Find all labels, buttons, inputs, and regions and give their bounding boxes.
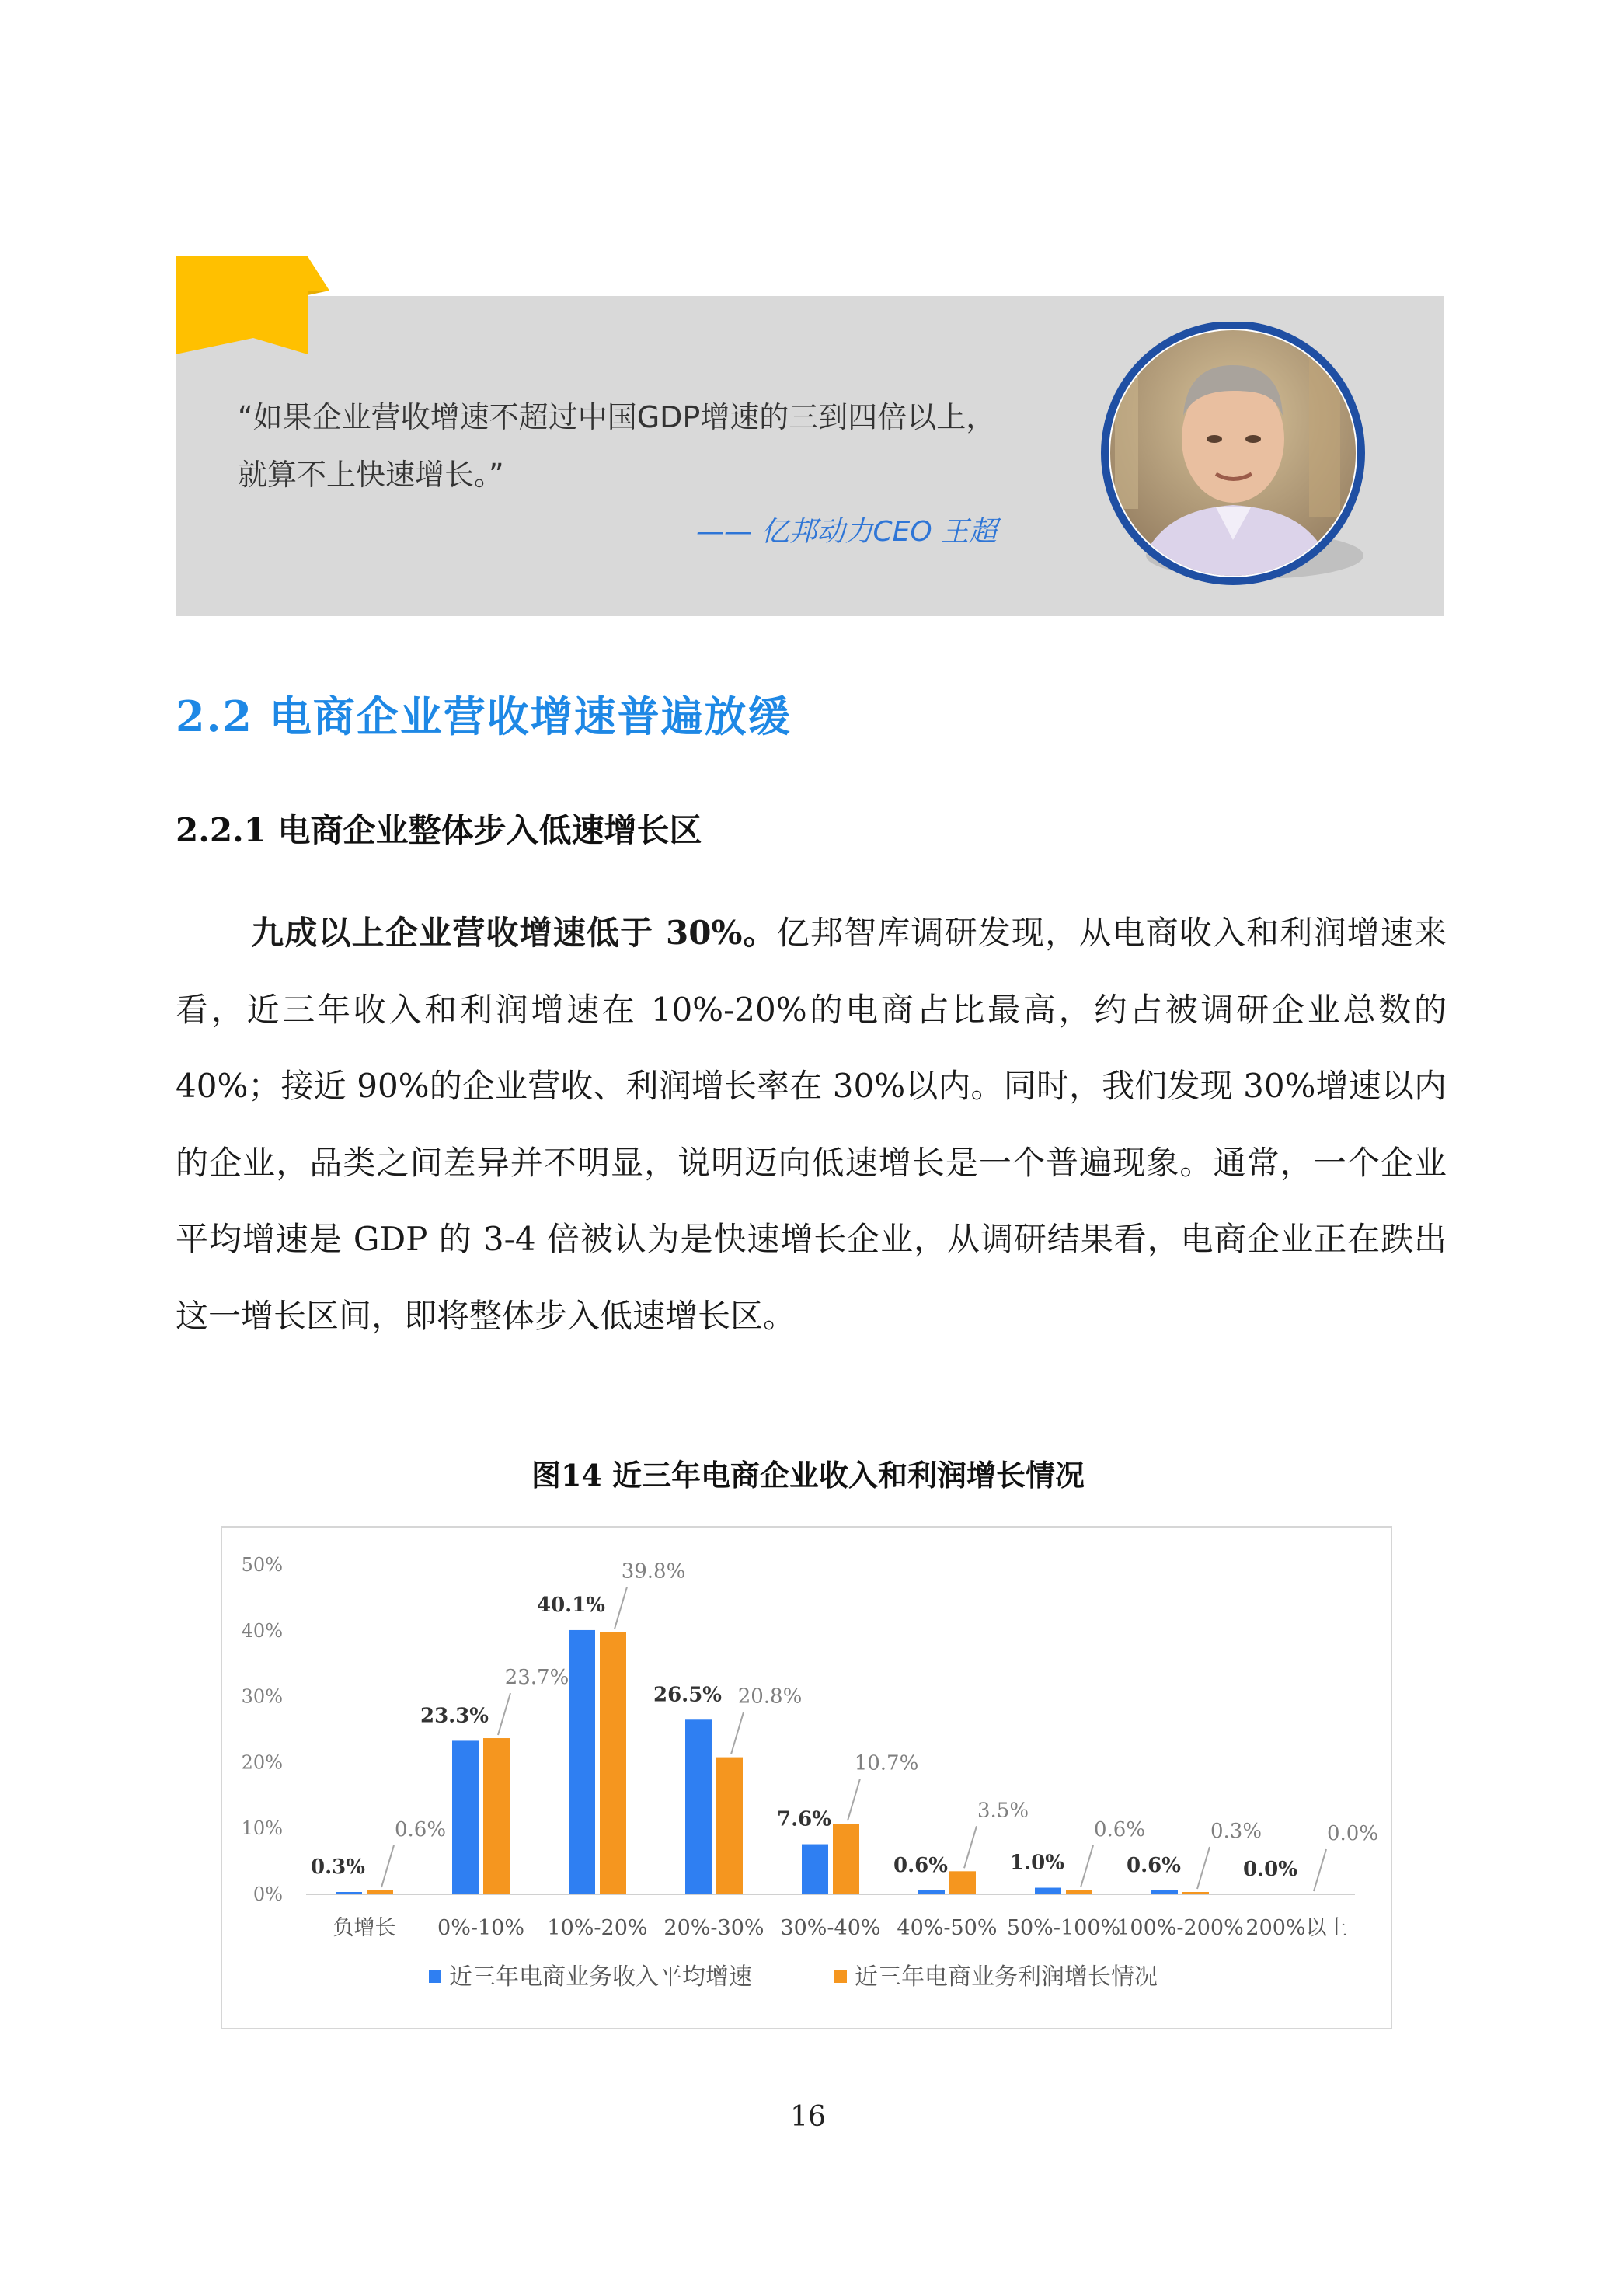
figure-title: 图14 近三年电商企业收入和利润增长情况 <box>531 1458 1085 1493</box>
quote-attribution: —— 亿邦动力CEO 王超 <box>696 516 998 548</box>
bar <box>716 1758 743 1894</box>
x-tick-label: 负增长 <box>333 1916 396 1940</box>
data-label: 39.8% <box>621 1559 686 1584</box>
quote-tab-icon <box>176 256 329 354</box>
data-label: 0.6% <box>394 1817 447 1841</box>
paragraph-lead: 九成以上企业营收增速低于 30%。 <box>250 914 777 952</box>
x-tick-label: 20%-30% <box>663 1916 764 1940</box>
data-label: 26.5% <box>653 1683 723 1707</box>
leader-line <box>1314 1849 1326 1891</box>
leader-line <box>731 1712 744 1754</box>
y-tick-label: 40% <box>241 1619 283 1642</box>
data-label: 3.5% <box>977 1799 1029 1823</box>
leader-line <box>498 1693 510 1735</box>
legend-label: 近三年电商业务收入平均增速 <box>449 1963 752 1991</box>
subsection-heading: 2.2.1 电商企业整体步入低速增长区 <box>176 811 702 849</box>
bar <box>918 1890 945 1894</box>
bar <box>685 1719 712 1894</box>
data-label: 0.6% <box>893 1853 948 1877</box>
quote-line-1: “如果企业营收增速不超过中国GDP增速的三到四倍以上， <box>238 400 996 434</box>
data-label: 23.7% <box>504 1666 569 1690</box>
section-heading: 2.2 电商企业营收增速普遍放缓 <box>176 692 792 741</box>
bar <box>483 1738 510 1894</box>
data-label: 20.8% <box>737 1685 803 1709</box>
x-tick-label: 200%以上 <box>1245 1916 1348 1940</box>
bar <box>1151 1890 1178 1894</box>
data-label: 40.1% <box>536 1593 606 1617</box>
bar <box>1066 1890 1092 1894</box>
x-tick-label: 30%-40% <box>780 1916 881 1940</box>
bar <box>600 1632 626 1894</box>
x-tick-label: 50%-100% <box>1006 1916 1121 1940</box>
leader-line <box>1197 1847 1210 1889</box>
page-number: 16 <box>790 2101 826 2133</box>
leader-line <box>381 1845 394 1887</box>
leader-line <box>848 1779 860 1820</box>
y-tick-label: 50% <box>241 1554 283 1576</box>
data-label: 1.0% <box>1010 1851 1064 1875</box>
legend-label: 近三年电商业务利润增长情况 <box>855 1963 1158 1991</box>
legend-swatch <box>834 1970 847 1983</box>
paragraph-body: 亿邦智库调研发现，从电商收入和利润增速来看，近三年收入和利润增速在 10%-20%的电商占比最高，约占被调研企业总数的 40%；接近 90%的企业营收、利润增长率在 30%以内。同时，我们发现 30%增速以内的企业，品类之间差异并不明显，说明迈向低速增长是一个普遍现象。通常，一个企业平均增速是 GDP 的 3-4 倍被认为是快速增长企业，从调研结果看，电商企业正在跌出这一增长区间，即将整体步入低速增长区。 <box>176 914 1447 1335</box>
legend-swatch <box>429 1970 441 1983</box>
bar <box>336 1892 362 1894</box>
bar <box>833 1824 859 1894</box>
bar <box>1035 1888 1061 1894</box>
x-tick-label: 100%-200% <box>1116 1916 1244 1940</box>
bar <box>367 1890 393 1894</box>
y-tick-label: 10% <box>241 1817 283 1840</box>
y-tick-label: 30% <box>241 1685 283 1708</box>
y-tick-label: 0% <box>252 1883 283 1905</box>
portrait-photo <box>1099 322 1371 594</box>
body-paragraph <box>176 895 1447 1354</box>
leader-line <box>615 1587 627 1629</box>
quote-text <box>238 388 1092 503</box>
x-tick-label: 40%-50% <box>897 1916 998 1940</box>
bar <box>1182 1892 1209 1894</box>
data-label: 10.7% <box>854 1751 919 1775</box>
data-label: 0.3% <box>311 1855 365 1879</box>
leader-line <box>964 1826 977 1868</box>
leader-line <box>1081 1845 1093 1887</box>
quote-line-2: 就算不上快速增长。” <box>238 458 504 492</box>
data-label: 0.0% <box>1326 1822 1379 1845</box>
bar <box>452 1740 479 1894</box>
y-tick-label: 20% <box>241 1751 283 1774</box>
bar-chart <box>221 1526 1392 2029</box>
x-tick-label: 10%-20% <box>547 1916 648 1940</box>
data-label: 0.6% <box>1127 1853 1181 1877</box>
data-label: 0.0% <box>1243 1858 1297 1881</box>
bar <box>569 1630 595 1894</box>
x-tick-label: 0%-10% <box>437 1916 524 1940</box>
bar <box>949 1871 976 1894</box>
data-label: 0.3% <box>1210 1820 1262 1843</box>
data-label: 7.6% <box>777 1807 831 1831</box>
data-label: 0.6% <box>1093 1817 1146 1841</box>
data-label: 23.3% <box>420 1704 489 1728</box>
bar <box>802 1845 828 1894</box>
